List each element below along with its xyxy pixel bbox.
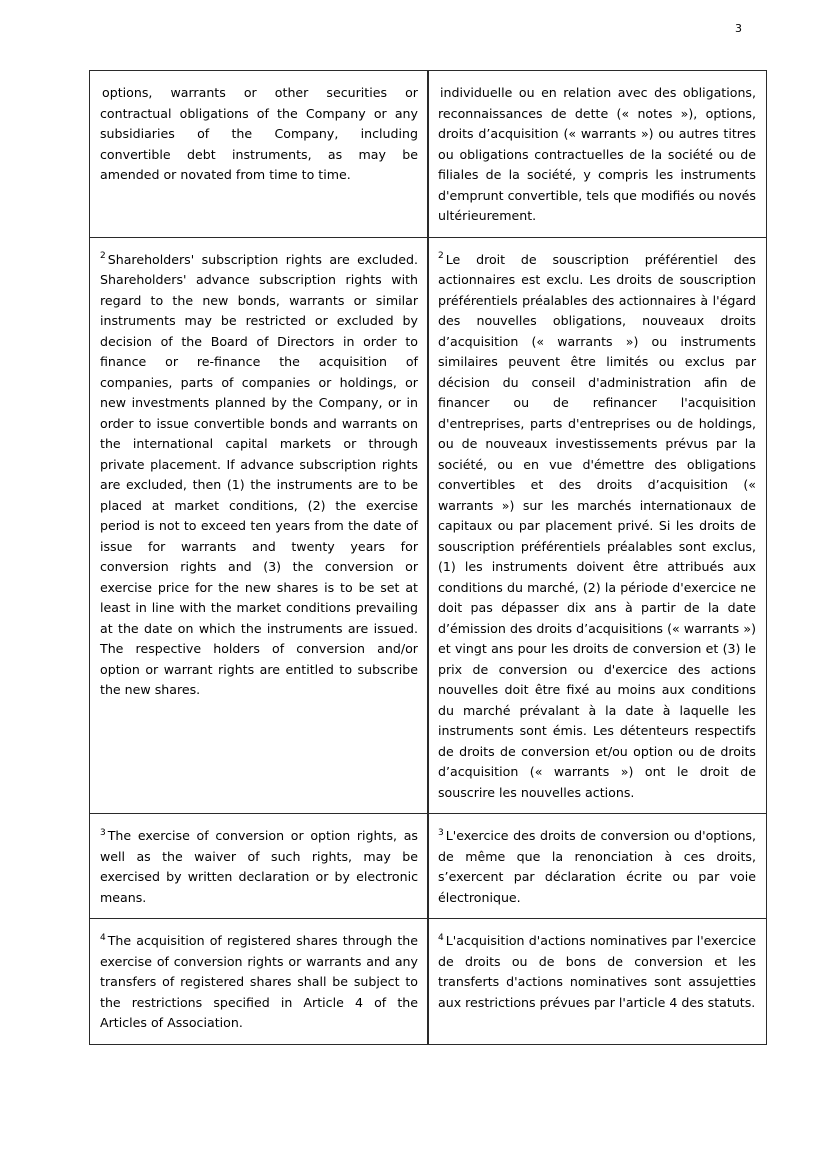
paragraph-marker: 3 [100,827,106,838]
paragraph-text-french: individuelle ou en relation avec des obligations, reconnaissances de dette (« notes »), options, droits d’acquisition (« warrants ») ou autres titres ou obligations contractuelles de la société ou de filiales de la société, y compris les instruments d'emprunt convertible, tels que modifiés ou novés ultérieurement. [438,85,756,223]
paragraph-marker: 2 [438,251,444,262]
paragraph-text-english: Shareholders' subscription rights are excluded. Shareholders' advance subscription rights with regard to the new bonds, warrants or similar instruments may be restricted or excluded by decision of the Board of Directors in order to finance or re-finance the acquisition of companies, parts of companies or holdings, or new investments planned by the Company, or in order to issue convertible bonds and warrants on the international capital markets or through private placement. If advance subscription rights are excluded, then (1) the instruments are to be placed at market conditions, (2) the exercise period is not to exceed ten years from the date of issue for warrants and twenty years for conversion rights and (3) the conversion or exercise price for the new shares is to be set at least in line with the market conditions prevailing at the date on which the instruments are issued. The respective holders of conversion and/or option or warrant rights are entitled to subscribe the new shares. [100,251,418,697]
table-row [90,814,767,919]
paragraph-text-english: The exercise of conversion or option rights, as well as the waiver of such rights, may be exercised by written declaration or by electronic means. [100,828,418,905]
table-cell-french [428,814,767,919]
paragraph-text-french: Le droit de souscription préférentiel des actionnaires est exclu. Les droits de souscription préférentiels préalables des actionnaires à l'égard des nouvelles obligations, nouveaux droits d’acquisition (« warrants ») ou instruments similaires peuvent être limités ou exclus par décision du conseil d'administration afin de financer ou de refinancer l'acquisition d'entreprises, parts d'entreprises ou de holdings, ou de nouveaux investissements prévus par la société, ou en vue d'émettre des obligations convertibles et des droits d’acquisition (« warrants ») sur les marchés internationaux de capitaux ou par placement privé. Si les droits de souscription préférentiels préalables sont exclus, (1) les instruments doivent être attribués aux conditions du marché, (2) la période d'exercice ne doit pas dépasser dix ans à partir de la date d’émission des droits d’acquisitions (« warrants ») et vingt ans pour les droits de conversion et (3) le prix de conversion ou d'exercice des actions nouvelles doit être fixé au moins aux conditions du marché prévalant à la date à laquelle les instruments sont émis. Les détenteurs respectifs de droits de conversion et/ou option ou de droits d’acquisition (« warrants ») ont le droit de souscrire les nouvelles actions. [438,251,756,800]
table-row [90,919,767,1045]
table-row [90,71,767,238]
table-cell-french [428,71,767,238]
table-row [90,237,767,814]
bilingual-articles-table [89,70,767,1045]
table-cell-english [90,237,429,814]
table-cell-english [90,71,429,238]
paragraph-text-french: L'exercice des droits de conversion ou d'options, de même que la renonciation à ces droits, s’exercent par déclaration écrite ou par voie électronique. [438,828,756,905]
page-number: 3 [735,22,742,35]
paragraph-marker: 4 [438,932,444,943]
paragraph-marker: 3 [438,827,444,838]
paragraph-marker: 4 [100,932,106,943]
paragraph-text-english: options, warrants or other securities or contractual obligations of the Company or any subsidiaries of the Company, including convertible debt instruments, as may be amended or novated from time to time. [100,85,418,182]
table-cell-english [90,919,429,1045]
table-cell-english [90,814,429,919]
paragraph-text-french: L'acquisition d'actions nominatives par l'exercice de droits ou de bons de conversion et les transferts d'actions nominatives sont assujetties aux restrictions prévues par l'article 4 des statuts. [438,933,756,1010]
paragraph-text-english: The acquisition of registered shares through the exercise of conversion rights or warrants and any transfers of registered shares shall be subject to the restrictions specified in Article 4 of the Articles of Association. [100,933,418,1030]
table-cell-french [428,919,767,1045]
table-cell-french [428,237,767,814]
paragraph-marker: 2 [100,251,106,262]
